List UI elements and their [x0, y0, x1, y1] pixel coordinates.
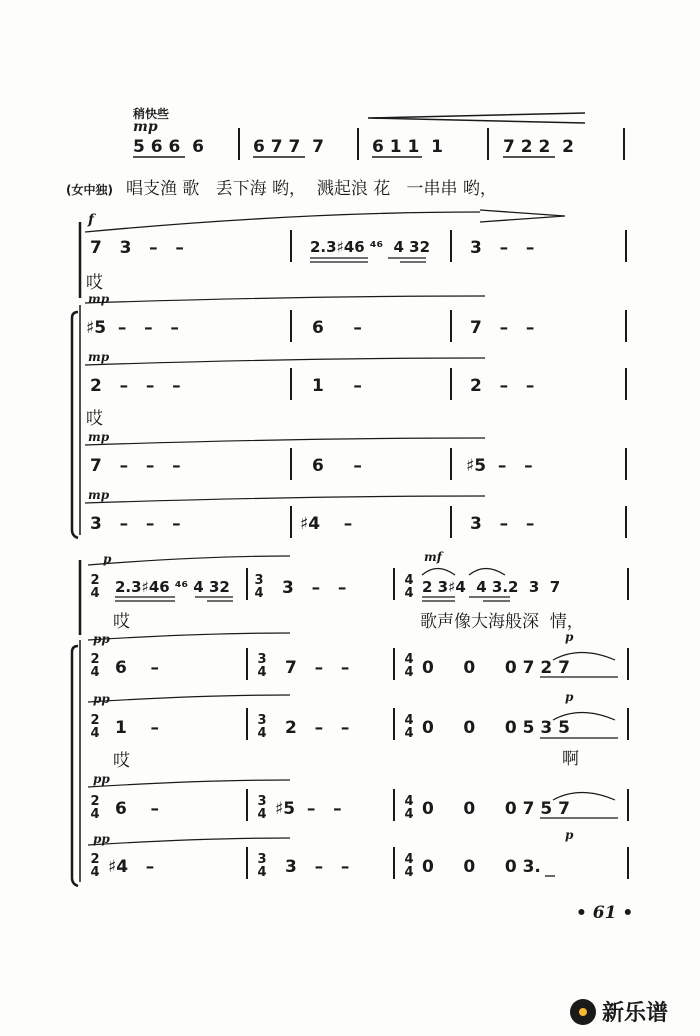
barline: [450, 230, 452, 262]
dynamic-marking: mp: [133, 119, 158, 135]
barline: [623, 128, 625, 160]
part4-measure-1: ♯4 –: [108, 857, 155, 877]
part2-measure-1: 1 –: [115, 718, 160, 738]
dynamic-marking: pp: [93, 692, 110, 706]
time-signature: 4 4: [404, 852, 414, 880]
time-signature: 3 4: [254, 573, 264, 601]
dynamic-marking: p: [565, 690, 574, 704]
part2-lyric-left: 哎: [113, 751, 130, 771]
page-number: • 61 •: [576, 903, 634, 923]
part2-measure-2: 2 – –: [285, 718, 350, 738]
dynamic-marking: pp: [93, 772, 110, 786]
part1-measure-1: 6 –: [115, 658, 160, 678]
solo-label: (女中独): [66, 183, 113, 197]
time-signature: 2 4: [90, 852, 100, 880]
time-signature: 3 4: [257, 794, 267, 822]
part2-measure-2: 6 –: [312, 318, 362, 338]
time-signature: 2 4: [90, 652, 100, 680]
barline: [627, 708, 629, 740]
time-signature: 3 4: [257, 652, 267, 680]
dynamic-marking: mp: [88, 292, 110, 306]
time-signature: 2 4: [90, 573, 100, 601]
part3-measure-1: 6 –: [115, 799, 160, 819]
barline: [290, 368, 292, 400]
barline: [627, 789, 629, 821]
part3-measure-2: 1 –: [312, 376, 362, 396]
barline: [450, 448, 452, 480]
barline: [393, 568, 395, 600]
part1-measure-1: 7 3 – –: [90, 238, 184, 258]
time-signature: 3 4: [257, 852, 267, 880]
part3-measure-3: 0 0 0 7 5 7: [422, 799, 570, 819]
part4-measure-3: 0 0 0 3.: [422, 857, 541, 877]
part1-measure-2: 7 – –: [285, 658, 350, 678]
dynamic-marking: pp: [93, 632, 110, 646]
dynamic-marking: mp: [88, 350, 110, 364]
part3-measure-2: ♯5 – –: [275, 799, 342, 819]
barline: [627, 648, 629, 680]
barline: [290, 448, 292, 480]
time-signature: 2 4: [90, 794, 100, 822]
barline: [625, 506, 627, 538]
dynamic-marking: pp: [93, 832, 110, 846]
barline: [625, 448, 627, 480]
barline: [290, 310, 292, 342]
site-logo: [570, 996, 668, 1027]
time-signature: 4 4: [404, 652, 414, 680]
time-signature: 2 4: [90, 713, 100, 741]
part4-measure-2: 3 – –: [285, 857, 350, 877]
barline: [393, 789, 395, 821]
dynamic-marking: mp: [88, 488, 110, 502]
dynamic-marking: p: [103, 552, 112, 566]
measure-3: 6 1 1 1: [372, 137, 443, 157]
part2-measure-1: ♯5 – – –: [86, 318, 179, 338]
barline: [246, 708, 248, 740]
barline: [450, 368, 452, 400]
part1-measure-3: 0 0 0 7 2 7: [422, 658, 570, 678]
barline: [290, 506, 292, 538]
part3-measure-3: 2 – –: [470, 376, 535, 396]
measure-1: 5 6 6 6: [133, 137, 204, 157]
part5-measure-3: 3 – –: [470, 514, 535, 534]
part5-measure-1: 3 – – –: [90, 514, 181, 534]
record-disc-icon: [570, 999, 596, 1025]
part4-measure-1: 7 – – –: [90, 456, 181, 476]
barline: [450, 310, 452, 342]
barline: [625, 230, 627, 262]
dynamic-marking: p: [565, 828, 574, 842]
time-signature: 4 4: [404, 713, 414, 741]
part1-lyric: 哎: [86, 273, 103, 293]
melody-measure-1: 2.3♯46 ⁴⁶ 4 32: [115, 578, 230, 596]
lyrics-line: 唱支渔 歌 丢下海 哟， 溅起浪 花 一串串 哟，: [126, 179, 497, 199]
part4-measure-2: 6 –: [312, 456, 362, 476]
dynamic-marking: mf: [424, 550, 442, 564]
barline: [393, 847, 395, 879]
barline: [246, 648, 248, 680]
barline: [290, 230, 292, 262]
time-signature: 3 4: [257, 713, 267, 741]
dynamic-marking: mp: [88, 430, 110, 444]
dynamic-marking: f: [88, 212, 95, 228]
dynamic-marking: p: [565, 630, 574, 644]
part3-measure-1: 2 – – –: [90, 376, 181, 396]
barline: [625, 368, 627, 400]
part2-lyric-right: 啊: [562, 749, 579, 769]
part1-measure-3: 3 – –: [470, 238, 535, 258]
barline: [627, 568, 629, 600]
melody-lyric-right: 歌声像大海般深 情，: [420, 612, 584, 632]
barline: [627, 847, 629, 879]
part4-measure-3: ♯5 – –: [466, 456, 533, 476]
barline: [450, 506, 452, 538]
melody-lyric-left: 哎: [113, 612, 130, 632]
time-signature: 4 4: [404, 573, 414, 601]
measure-2: 6 7 7 7: [253, 137, 324, 157]
melody-measure-3: 2 3♯4 4 3.2 3 7: [422, 578, 561, 596]
part2-measure-3: 0 0 0 5 3 5: [422, 718, 570, 738]
part2-measure-3: 7 – –: [470, 318, 535, 338]
barline: [238, 128, 240, 160]
part3-lyric: 哎: [86, 409, 103, 429]
barline: [246, 847, 248, 879]
logo-text: 新乐谱: [602, 1001, 669, 1026]
part5-measure-2: ♯4 –: [300, 514, 353, 534]
melody-measure-2: 3 – –: [282, 578, 347, 598]
barline: [246, 568, 248, 600]
barline: [246, 789, 248, 821]
time-signature: 4 4: [404, 794, 414, 822]
barline: [357, 128, 359, 160]
barline: [487, 128, 489, 160]
barline: [393, 648, 395, 680]
barline: [393, 708, 395, 740]
part1-measure-2: 2.3♯46 ⁴⁶ 4 32: [310, 238, 431, 256]
barline: [625, 310, 627, 342]
tempo-marking: 稍快些: [133, 107, 170, 121]
measure-4: 7 2 2 2: [503, 137, 574, 157]
